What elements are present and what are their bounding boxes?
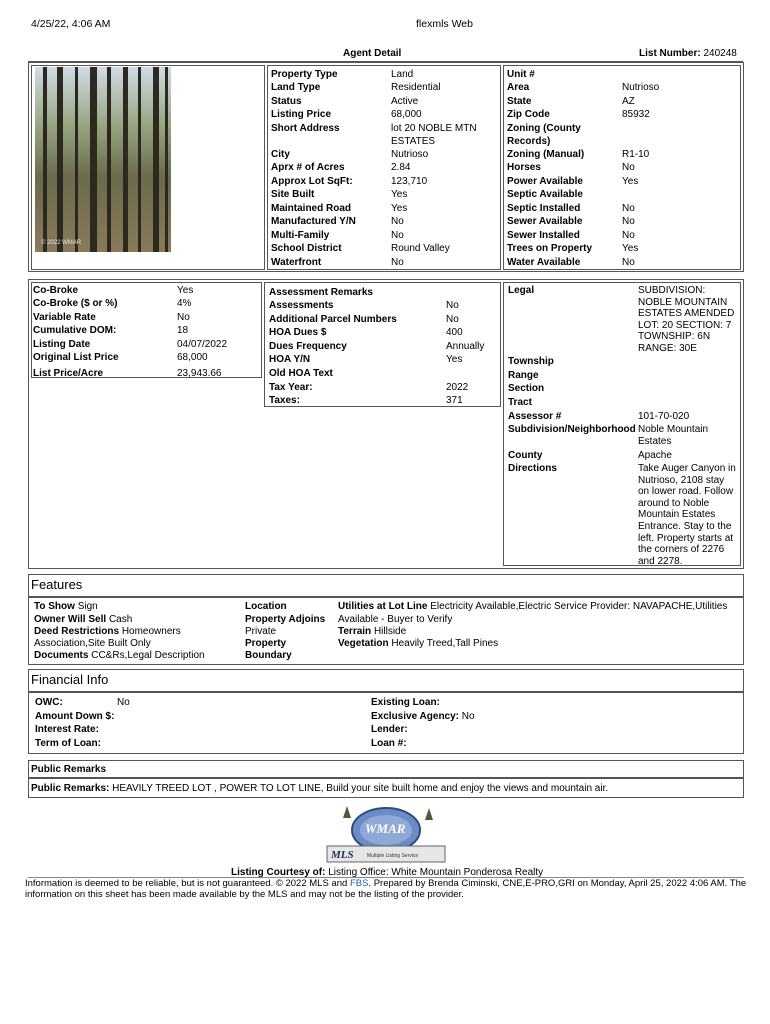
property-field-4-value: lot 20 NOBLE MTN ESTATES xyxy=(391,123,477,147)
subdivision-value-line: Noble Mountain xyxy=(638,424,709,435)
wmar-mls-logo xyxy=(325,802,447,864)
property-field-13-value: No xyxy=(391,257,404,268)
location-field-2-value: AZ xyxy=(622,96,635,107)
location-field-11-label: Sewer Installed xyxy=(507,230,580,241)
property-field-12-value: Round Valley xyxy=(391,243,450,254)
assessor-label: Assessor # xyxy=(508,411,562,422)
legal-label: Legal xyxy=(508,285,535,296)
legal-description-line: SUBDIVISION: xyxy=(638,285,706,296)
property-field-1-value: Residential xyxy=(391,82,441,93)
broke-field-6-value: 23,943.66 xyxy=(177,368,222,379)
broke-field-2-label: Variable Rate xyxy=(33,312,96,323)
feature-item: Property xyxy=(245,638,287,649)
exclusive-agency: Exclusive Agency: No xyxy=(371,711,475,722)
feature-item: Owner Will Sell Cash xyxy=(34,614,133,625)
assessment-field-8-label: Taxes: xyxy=(269,395,300,406)
property-field-10-label: Manufactured Y/N xyxy=(271,216,356,227)
broke-field-0-label: Co-Broke xyxy=(33,285,79,296)
assessment-field-4-label: Dues Frequency xyxy=(269,341,347,352)
property-field-2-label: Status xyxy=(271,96,302,107)
feature-item: Terrain Hillside xyxy=(338,626,407,637)
assessment-field-1-label: Assessments xyxy=(269,300,334,311)
broke-field-1-label: Co-Broke ($ or %) xyxy=(33,298,118,309)
location-field-4-label: Zoning (County Records) xyxy=(507,123,581,147)
feature-item: Vegetation Heavily Treed,Tall Pines xyxy=(338,638,499,649)
feature-item: Available - Buyer to Verify xyxy=(338,614,453,625)
assessment-field-4-value: Annually xyxy=(446,341,485,352)
property-field-3-value: 68,000 xyxy=(391,109,422,120)
location-field-3-value: 85932 xyxy=(622,109,650,120)
legal-description-line: TOWNSHIP: 6N xyxy=(638,331,711,343)
location-field-12-value: Yes xyxy=(622,243,639,254)
location-field-13-value: No xyxy=(622,257,635,268)
legal-description-line: LOT: 20 SECTION: 7 xyxy=(638,319,732,331)
directions-line: the corners of 2276 xyxy=(638,544,725,556)
owc-value: No xyxy=(117,697,130,708)
photo-watermark: © 2022 WMAR xyxy=(41,240,82,246)
property-field-0-label: Property Type xyxy=(271,69,338,80)
directions-line: Take Auger Canyon in xyxy=(638,463,736,474)
property-field-7-label: Approx Lot SqFt: xyxy=(271,176,353,187)
location-field-0-label: Unit # xyxy=(507,69,535,80)
remarks-header xyxy=(28,760,744,778)
broke-field-1-value: 4% xyxy=(177,298,192,309)
assessment-field-5-value: Yes xyxy=(446,354,463,365)
property-field-11-value: No xyxy=(391,230,404,241)
location-field-9-label: Septic Installed xyxy=(507,203,581,214)
property-field-6-value: 2.84 xyxy=(391,162,411,173)
directions-line: Nutrioso, 2108 stay xyxy=(638,474,725,486)
broke-field-5-value: 68,000 xyxy=(177,352,208,363)
directions-line: on lower road. Follow xyxy=(638,486,734,498)
broke-field-4-label: Listing Date xyxy=(33,339,91,350)
county-label: County xyxy=(508,450,543,461)
property-field-8-label: Site Built xyxy=(271,189,315,200)
financial-title: Financial Info xyxy=(31,672,109,687)
feature-item: Utilities at Lot Line Electricity Available,Electric Service Provider: NAVAPACHE,Utilities xyxy=(338,601,728,612)
location-field-11-value: No xyxy=(622,230,635,241)
print-timestamp: 4/25/22, 4:06 AM xyxy=(31,18,111,30)
property-field-4-label: Short Address xyxy=(271,123,340,134)
feature-item: Private xyxy=(245,626,277,637)
property-field-10-value: No xyxy=(391,216,404,227)
broke-field-3-value: 18 xyxy=(177,325,189,336)
wmar-text: WMAR xyxy=(365,821,406,836)
directions-line: Entrance. Stay to the xyxy=(638,521,732,532)
property-field-13-label: Waterfront xyxy=(271,257,322,268)
assessment-field-2-value: No xyxy=(446,314,459,325)
location-field-2-label: State xyxy=(507,96,532,107)
property-field-1-label: Land Type xyxy=(271,82,321,93)
property-field-9-label: Maintained Road xyxy=(271,203,352,214)
legal-description-line: RANGE: 30E xyxy=(638,343,697,354)
location-field-1-label: Area xyxy=(507,82,530,93)
location-field-5-label: Zoning (Manual) xyxy=(507,149,585,160)
location-field-7-value: Yes xyxy=(622,176,639,187)
legal-description-line: NOBLE MOUNTAIN xyxy=(638,296,728,308)
directions-label: Directions xyxy=(508,463,557,474)
list-number: List Number: 240248 xyxy=(639,48,737,59)
broke-field-4-value: 04/07/2022 xyxy=(177,339,228,350)
location-field-9-value: No xyxy=(622,203,635,214)
property-field-0-value: Land xyxy=(391,69,414,80)
assessment-field-5-label: HOA Y/N xyxy=(269,354,311,365)
disclaimer: Information is deemed to be reliable, but is not guaranteed. © 2022 MLS and FBS. Prepared by Brenda Ciminski, CNE,E-PRO,GRI on Monday, April 25, 2022 4:06 AM. The information on this sheet has been made available by the MLS and may not be the listing of the provider. xyxy=(25,878,747,900)
location-field-8-label: Septic Available xyxy=(507,189,583,200)
property-field-9-value: Yes xyxy=(391,203,408,214)
broke-field-3-label: Cumulative DOM: xyxy=(33,325,117,336)
range-label: Range xyxy=(508,370,539,381)
assessment-field-3-label: HOA Dues $ xyxy=(269,327,327,338)
property-field-3-label: Listing Price xyxy=(271,109,332,120)
location-field-7-label: Power Available xyxy=(507,176,583,187)
broke-field-6-label: List Price/Acre xyxy=(33,368,104,379)
location-field-3-label: Zip Code xyxy=(507,109,550,120)
location-field-12-label: Trees on Property xyxy=(507,243,593,254)
fbs-link[interactable]: FBS xyxy=(349,878,369,889)
property-photo[interactable] xyxy=(35,67,171,252)
location-field-6-label: Horses xyxy=(507,162,541,173)
property-field-7-value: 123,710 xyxy=(391,176,428,187)
broke-field-2-value: No xyxy=(177,312,190,323)
listing-courtesy: Listing Courtesy of: Listing Office: White Mountain Ponderosa Realty xyxy=(231,867,544,878)
location-field-1-value: Nutrioso xyxy=(622,82,660,93)
public-remarks: Public Remarks: HEAVILY TREED LOT , POWER TO LOT LINE, Build your site built home and enjoy the views and mountain air. xyxy=(31,783,609,794)
tract-label: Tract xyxy=(508,397,532,408)
features-title: Features xyxy=(31,577,83,592)
section-label: Section xyxy=(508,383,545,394)
property-field-2-value: Active xyxy=(391,96,419,107)
location-field-10-value: No xyxy=(622,216,635,227)
assessment-field-2-label: Additional Parcel Numbers xyxy=(269,314,397,325)
assessment-field-8-value: 371 xyxy=(446,395,463,406)
feature-item: Association,Site Built Only xyxy=(34,638,151,649)
page-title: Agent Detail xyxy=(343,48,402,59)
assessment-field-7-value: 2022 xyxy=(446,382,469,393)
directions-line: around to Noble xyxy=(638,497,710,509)
directions-line: left. Property starts at xyxy=(638,532,734,544)
term-label: Term of Loan: xyxy=(35,738,101,749)
subdivision-label: Subdivision/Neighborhood xyxy=(508,424,636,435)
existing-loan-label: Existing Loan: xyxy=(371,697,440,708)
assessor-value: 101-70-020 xyxy=(638,411,690,422)
assessment-field-1-value: No xyxy=(446,300,459,311)
lender-label: Lender: xyxy=(371,724,408,735)
property-field-8-value: Yes xyxy=(391,189,408,200)
property-field-11-label: Multi-Family xyxy=(271,230,330,241)
remarks-title: Public Remarks xyxy=(31,764,107,775)
financial-header xyxy=(28,669,744,692)
amount-down-label: Amount Down $: xyxy=(35,711,115,722)
features-header xyxy=(28,574,744,597)
feature-item: Deed Restrictions Homeowners xyxy=(34,626,181,637)
feature-item: Documents CC&Rs,Legal Description xyxy=(34,650,205,661)
assessment-field-3-value: 400 xyxy=(446,327,463,338)
legal-description-line: ESTATES AMENDED xyxy=(638,308,735,320)
location-field-6-value: No xyxy=(622,162,635,173)
directions-line: and 2278. xyxy=(638,555,683,567)
feature-item: Boundary xyxy=(245,650,292,661)
subdivision-value-line: Estates xyxy=(638,435,672,447)
feature-item: Location xyxy=(245,601,287,612)
township-label: Township xyxy=(508,356,554,367)
property-field-5-label: City xyxy=(271,149,290,160)
assessment-field-7-label: Tax Year: xyxy=(269,382,313,393)
location-field-5-value: R1-10 xyxy=(622,149,650,160)
feature-item: Property Adjoins xyxy=(245,614,326,625)
county-value: Apache xyxy=(638,450,672,461)
site-name: flexmls Web xyxy=(416,18,473,30)
mls-subtext: Multiple Listing Service xyxy=(367,853,419,859)
assessment-field-6-label: Old HOA Text xyxy=(269,368,333,379)
assessment-field-0-label: Assessment Remarks xyxy=(269,287,373,298)
location-field-10-label: Sewer Available xyxy=(507,216,583,227)
broke-field-0-value: Yes xyxy=(177,285,194,296)
mls-text: MLS xyxy=(331,849,354,861)
directions-line: Mountain Estates xyxy=(638,509,716,521)
property-field-12-label: School District xyxy=(271,243,342,254)
location-field-13-label: Water Available xyxy=(507,257,581,268)
owc-label: OWC: xyxy=(35,697,63,708)
feature-item: To Show Sign xyxy=(34,601,98,612)
interest-rate-label: Interest Rate: xyxy=(35,724,99,735)
property-field-6-label: Aprx # of Acres xyxy=(271,162,345,173)
property-field-5-value: Nutrioso xyxy=(391,149,429,160)
broke-field-5-label: Original List Price xyxy=(33,352,119,363)
loan-number-label: Loan #: xyxy=(371,738,407,749)
